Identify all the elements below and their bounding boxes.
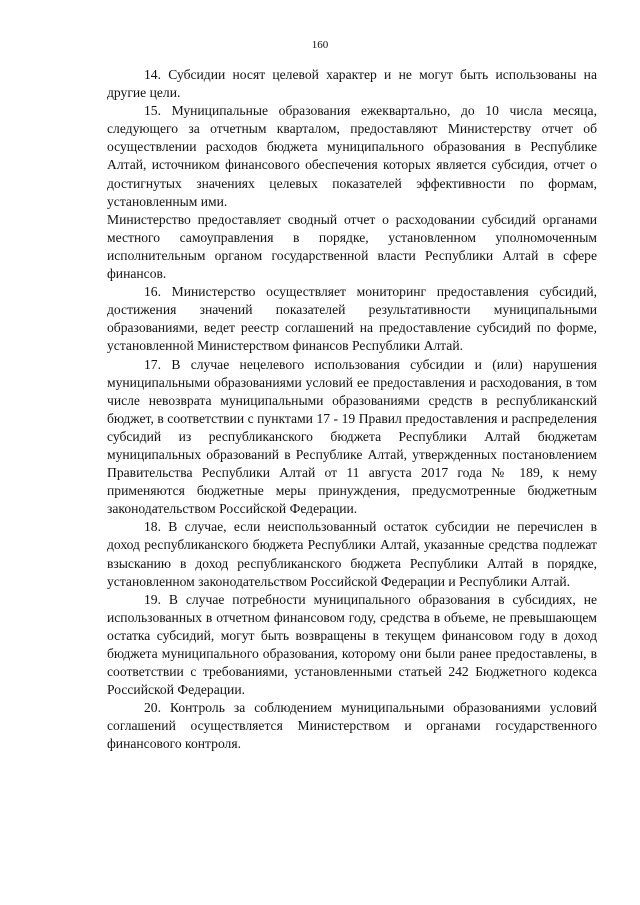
paragraph-14: 14. Субсидии носят целевой характер и не могут быть использованы на другие цели. xyxy=(107,67,597,101)
page-number: 160 xyxy=(311,39,329,51)
paragraph-18: 18. В случае, если неиспользованный остаток субсидии не перечислен в доход республиканского бюджета Республики Алтай, указанные средства подлежат взысканию в доход республиканского бюджета Республики Алтай в порядке, установленном законодательством Российской Федерации и Республики Алтай. xyxy=(107,519,597,589)
paragraph-15: 15. Муниципальные образования ежеквартально, до 10 числа месяца, следующего за отчетным кварталом, предоставляют Министерству отчет об осуществлении расходов бюджета муниципального образования в Республике Алтай, источником финансового обеспечения которых является субсидия, отчет о достигнутых значениях целевых показателей эффективности по формам, установленным ими. xyxy=(107,103,597,209)
paragraph-17: 17. В случае нецелевого использования субсидии и (или) нарушения муниципальными образованиями условий ее предоставления и расходования, в том числе невозврата муниципальными образованиями средств в республиканский бюджет, в соответствии с пунктами 17 - 19 Правил предоставления и распределения субсидий из республиканского бюджета Республики Алтай бюджетам муниципальных образований в Республике Алтай, утвержденных постановлением Правительства Республики Алтай от 11 августа 2017 года № 189, к нему применяются бюджетные меры принуждения, предусмотренные бюджетным законодательством Российской Федерации. xyxy=(107,356,597,517)
paragraph-15-continuation: Министерство предоставляет сводный отчет о расходовании субсидий органами местного самоуправления в порядке, установленном уполномоченным исполнительным органом государственной власти Республики Алтай в сфере финансов. xyxy=(107,211,597,282)
paragraph-20: 20. Контроль за соблюдением муниципальными образованиями условий соглашений осуществляется Министерством и органами государственного финансового контроля. xyxy=(107,700,597,752)
document-body xyxy=(107,66,597,754)
paragraph-19: 19. В случае потребности муниципального образования в субсидиях, не использованных в отчетном финансовом году, средства в объеме, не превышающем остатка субсидий, могут быть возвращены в текущем финансовом году в доход бюджета муниципального образования, которому они были ранее предоставлены, в соответствии с требованиями, установленными статьей 242 Бюджетного кодекса Российской Федерации. xyxy=(107,591,597,698)
paragraph-16: 16. Министерство осуществляет мониторинг предоставления субсидий, достижения значений показателей результативности муниципальными образованиями, ведет реестр соглашений на предоставление субсидий по форме, установленной Министерством финансов Республики Алтай. xyxy=(107,284,597,354)
